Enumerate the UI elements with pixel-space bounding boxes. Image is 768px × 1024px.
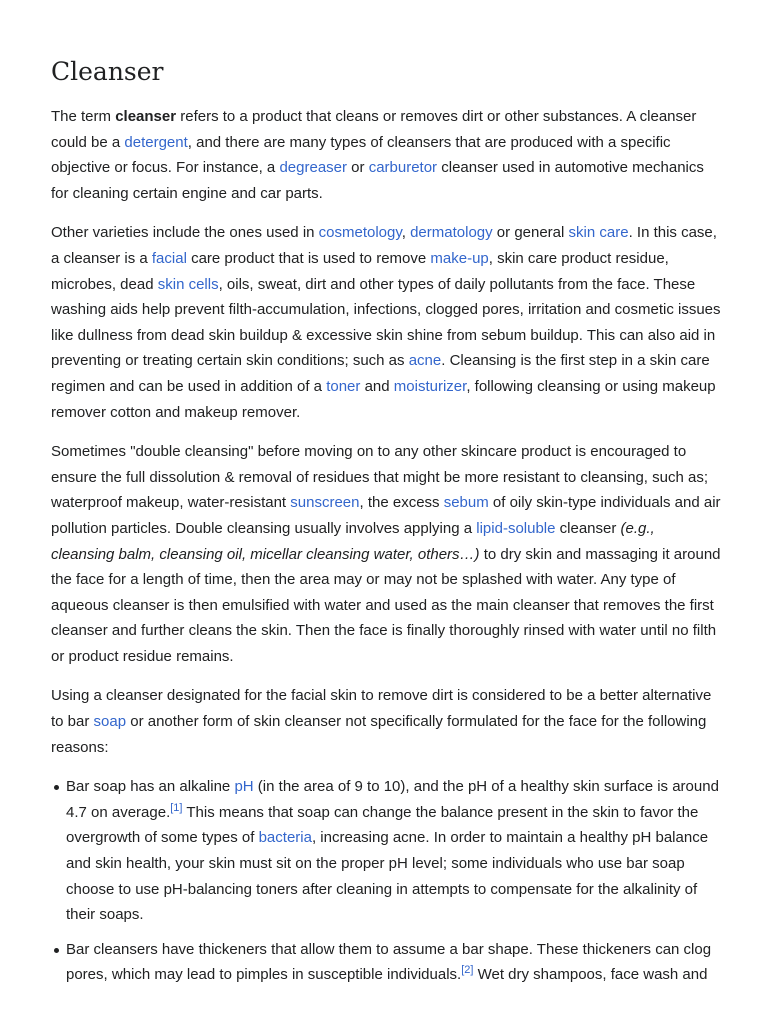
text: Wet dry shampoos, face wash and [473, 966, 708, 984]
link-skin-care[interactable]: skin care [568, 224, 629, 242]
paragraph-alternative [51, 683, 721, 760]
list-item [66, 937, 721, 988]
text: and [360, 377, 394, 395]
italic-examples: (e.g., cleansing balm, cleansing oil, micellar cleansing water, others…) [51, 519, 655, 563]
link-dermatology[interactable]: dermatology [410, 224, 493, 242]
text: , oils, sweat, dirt and other types of daily pollutants from the face. These washing aids help prevent filth-accumulation, infections, clogged pores, irritation and cosmetic issues like dullness from dead skin buildup & excessive skin shine from sebum buildup. This can also aid in preventing or treating certain skin conditions; such as [51, 275, 721, 370]
paragraph-intro [51, 104, 721, 206]
page-title: Cleanser [51, 57, 164, 86]
text: , following cleansing or using makeup remover cotton and makeup remover. [51, 377, 716, 421]
text: cleanser used in automotive mechanics for cleaning certain engine and car parts. [51, 159, 704, 202]
reference-1 [170, 802, 182, 814]
reference-2 [461, 964, 473, 976]
link-detergent[interactable]: detergent [124, 133, 188, 151]
link-carburetor[interactable]: carburetor [368, 159, 438, 177]
link-bacteria[interactable]: bacteria [258, 829, 312, 847]
link-lipid-soluble[interactable]: lipid-soluble [476, 519, 556, 537]
link-soap[interactable]: soap [93, 713, 127, 731]
text: . Cleansing is the first step in a skin care regimen and can be used in addition of a [51, 352, 710, 395]
bold-term: cleanser [115, 108, 177, 125]
text: Other varieties include the ones used in [51, 224, 319, 242]
text: or general [492, 224, 569, 242]
link-acne[interactable]: acne [408, 352, 442, 370]
text: Bar cleansers have thickeners that allow them to assume a bar shape. These thickeners can clog pores, which may lead to pimples in susceptible individuals. [66, 940, 712, 984]
text: or [347, 159, 369, 177]
text: or another form of skin cleanser not specifically formulated for the face for the following reasons: [51, 713, 707, 756]
link-skin-cells[interactable]: skin cells [157, 275, 219, 293]
text: , and there are many types of cleansers that are produced with a specific objective or focus. For instance, a [51, 133, 671, 177]
text: Bar soap has an alkaline [66, 778, 235, 796]
link-ph[interactable]: pH [234, 778, 254, 796]
reference-link-2[interactable]: [2] [461, 964, 474, 977]
link-make-up[interactable]: make-up [430, 249, 489, 267]
text: refers to a product that cleans or removes dirt or other substances. A cleanser could be a [51, 108, 697, 151]
text: , [401, 224, 411, 242]
text: , skin care product residue, microbes, dead [51, 249, 669, 293]
text: (in the area of 9 to 10), and the pH of a healthy skin surface is around 4.7 on average. [66, 778, 719, 821]
text: to dry skin and massaging it around the face for a length of time, then the area may or may not be splashed with water. Any type of aqueous cleanser is then emulsified with water and used as the main cleanser that removes the first cleanser and further cleans the skin. Then the face is finally thoroughly rinsed with water until no filth or product residue remains. [51, 545, 721, 665]
text: of oily skin-type individuals and air pollution particles. Double cleansing usually involves applying a [51, 494, 721, 537]
text: care product that is used to remove [186, 249, 431, 267]
text: cleanser [555, 519, 621, 537]
text: . In this case, a cleanser is a [51, 224, 717, 267]
link-cosmetology[interactable]: cosmetology [318, 224, 402, 242]
reference-link-1[interactable]: [1] [170, 801, 183, 814]
text: The term [51, 108, 116, 125]
text: Sometimes "double cleansing" before moving on to any other skincare product is encouraged to ensure the full dissolution & removal of residues that might be more resistant to cleansing, such as; waterproof makeup, water-resistant [51, 443, 709, 512]
text: Using a cleanser designated for the facial skin to remove dirt is considered to be a better alternative to bar [51, 687, 712, 731]
reasons-list [51, 774, 721, 988]
link-degreaser[interactable]: degreaser [279, 159, 347, 177]
paragraph-varieties [51, 220, 721, 425]
list-item [66, 774, 721, 928]
text: , the excess [359, 494, 444, 512]
text: , increasing acne. In order to maintain a healthy pH balance and skin health, your skin must sit on the proper pH level; some individuals who use bar soap choose to use pH-balancing toners after cleaning in attempts to compensate for the alkalinity of their soaps. [66, 829, 709, 924]
link-moisturizer[interactable]: moisturizer [393, 377, 467, 395]
link-facial[interactable]: facial [151, 249, 187, 267]
paragraph-double-cleansing [51, 439, 721, 669]
link-sebum[interactable]: sebum [443, 494, 489, 512]
link-sunscreen[interactable]: sunscreen [290, 494, 360, 512]
article-content [51, 52, 721, 997]
link-toner[interactable]: toner [326, 377, 361, 395]
text: This means that soap can change the balance present in the skin to favor the overgrowth of some types of [66, 803, 699, 847]
